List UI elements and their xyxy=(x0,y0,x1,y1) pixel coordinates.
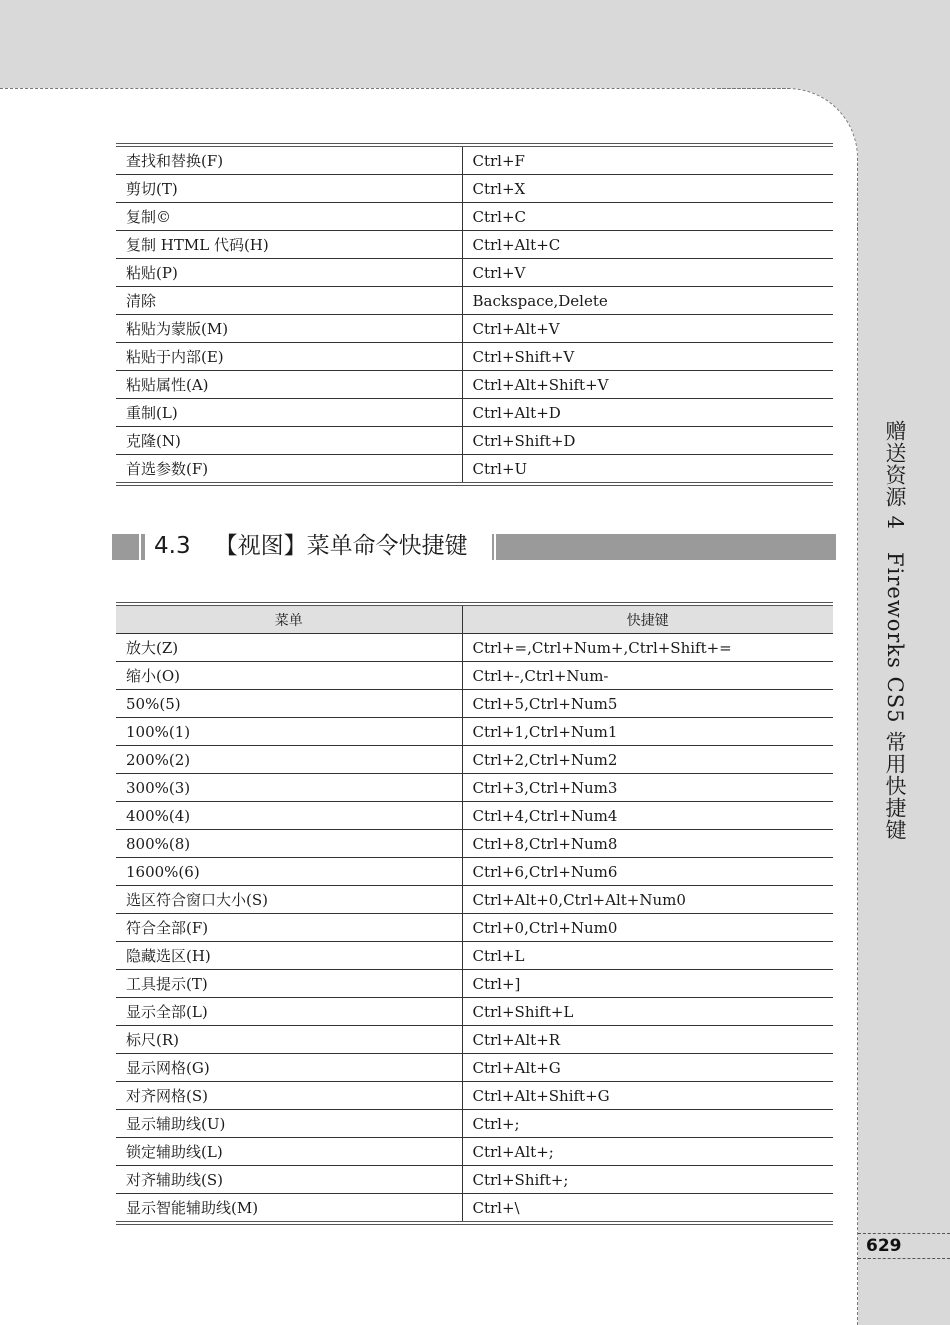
menu-command-cell: 显示网格(G) xyxy=(116,1054,462,1082)
shortcut-key-cell: Ctrl+Alt+Shift+G xyxy=(462,1082,833,1110)
table-row xyxy=(116,343,833,371)
table-row xyxy=(116,455,833,485)
menu-command-cell: 显示全部(L) xyxy=(116,998,462,1026)
menu-command-cell: 选区符合窗口大小(S) xyxy=(116,886,462,914)
side-running-title: 赠送资源 4 Fireworks CS5 常用快捷键 xyxy=(883,420,907,842)
shortcut-table-view-body xyxy=(116,634,833,1224)
table-row xyxy=(116,1166,833,1194)
table-row xyxy=(116,231,833,259)
shortcut-key-cell: Ctrl+X xyxy=(462,175,833,203)
shortcut-key-cell: Ctrl+] xyxy=(462,970,833,998)
column-header-menu: 菜单 xyxy=(116,604,462,634)
shortcut-key-cell: Ctrl+Alt+V xyxy=(462,315,833,343)
section-title: 【视图】菜单命令快捷键 xyxy=(214,533,468,559)
menu-command-cell: 重制(L) xyxy=(116,399,462,427)
table-row xyxy=(116,1138,833,1166)
menu-command-cell: 放大(Z) xyxy=(116,634,462,662)
heading-decor-bar xyxy=(496,534,836,560)
menu-command-cell: 查找和替换(F) xyxy=(116,145,462,175)
page-number-box xyxy=(858,1233,950,1259)
shortcut-key-cell: Ctrl+V xyxy=(462,259,833,287)
shortcut-key-cell: Backspace,Delete xyxy=(462,287,833,315)
heading-decor-block xyxy=(112,534,139,560)
shortcut-key-cell: Ctrl+Alt+; xyxy=(462,1138,833,1166)
menu-command-cell: 1600%(6) xyxy=(116,858,462,886)
table-row xyxy=(116,1082,833,1110)
menu-command-cell: 400%(4) xyxy=(116,802,462,830)
menu-command-cell: 100%(1) xyxy=(116,718,462,746)
shortcut-key-cell: Ctrl+Alt+C xyxy=(462,231,833,259)
menu-command-cell: 克隆(N) xyxy=(116,427,462,455)
shortcut-key-cell: Ctrl+Shift+; xyxy=(462,1166,833,1194)
menu-command-cell: 对齐网格(S) xyxy=(116,1082,462,1110)
table-row xyxy=(116,1110,833,1138)
shortcut-key-cell: Ctrl+Shift+V xyxy=(462,343,833,371)
shortcut-key-cell: Ctrl+Alt+D xyxy=(462,399,833,427)
heading-text xyxy=(154,531,468,561)
table-row xyxy=(116,662,833,690)
shortcut-key-cell: Ctrl+Alt+Shift+V xyxy=(462,371,833,399)
table-row xyxy=(116,746,833,774)
table-row xyxy=(116,970,833,998)
menu-command-cell: 隐藏选区(H) xyxy=(116,942,462,970)
shortcut-key-cell: Ctrl+Alt+G xyxy=(462,1054,833,1082)
shortcut-key-cell: Ctrl+1,Ctrl+Num1 xyxy=(462,718,833,746)
page-border-top xyxy=(0,88,790,89)
menu-command-cell: 锁定辅助线(L) xyxy=(116,1138,462,1166)
heading-decor-bar-thin xyxy=(492,534,494,560)
menu-command-cell: 复制 HTML 代码(H) xyxy=(116,231,462,259)
table-row xyxy=(116,371,833,399)
table-row xyxy=(116,858,833,886)
table-row xyxy=(116,315,833,343)
menu-command-cell: 粘贴(P) xyxy=(116,259,462,287)
table-row xyxy=(116,287,833,315)
table-row xyxy=(116,203,833,231)
page-number: 629 xyxy=(866,1236,902,1256)
shortcut-key-cell: Ctrl+\ xyxy=(462,1194,833,1224)
shortcut-key-cell: Ctrl+U xyxy=(462,455,833,485)
table-row xyxy=(116,914,833,942)
menu-command-cell: 清除 xyxy=(116,287,462,315)
section-heading xyxy=(112,531,836,561)
shortcut-key-cell: Ctrl+Alt+R xyxy=(462,1026,833,1054)
table-row xyxy=(116,1054,833,1082)
heading-decor-stripe xyxy=(141,534,145,560)
menu-command-cell: 缩小(O) xyxy=(116,662,462,690)
shortcut-key-cell: Ctrl+Alt+0,Ctrl+Alt+Num0 xyxy=(462,886,833,914)
menu-command-cell: 显示辅助线(U) xyxy=(116,1110,462,1138)
table-row xyxy=(116,145,833,175)
shortcut-table-edit xyxy=(116,143,833,486)
shortcut-key-cell: Ctrl+6,Ctrl+Num6 xyxy=(462,858,833,886)
table-row xyxy=(116,718,833,746)
shortcut-key-cell: Ctrl+3,Ctrl+Num3 xyxy=(462,774,833,802)
table-row xyxy=(116,998,833,1026)
menu-command-cell: 300%(3) xyxy=(116,774,462,802)
menu-command-cell: 显示智能辅助线(M) xyxy=(116,1194,462,1224)
menu-command-cell: 对齐辅助线(S) xyxy=(116,1166,462,1194)
menu-command-cell: 剪切(T) xyxy=(116,175,462,203)
shortcut-table-view xyxy=(116,602,833,1225)
table-header-row xyxy=(116,604,833,634)
table-row xyxy=(116,1194,833,1224)
table-row xyxy=(116,690,833,718)
shortcut-key-cell: Ctrl+2,Ctrl+Num2 xyxy=(462,746,833,774)
menu-command-cell: 200%(2) xyxy=(116,746,462,774)
table-row xyxy=(116,259,833,287)
table-row xyxy=(116,175,833,203)
menu-command-cell: 工具提示(T) xyxy=(116,970,462,998)
table-row xyxy=(116,830,833,858)
menu-command-cell: 符合全部(F) xyxy=(116,914,462,942)
table-row xyxy=(116,886,833,914)
table-row xyxy=(116,1026,833,1054)
page-border-right xyxy=(857,158,858,1325)
shortcut-key-cell: Ctrl+F xyxy=(462,145,833,175)
menu-command-cell: 标尺(R) xyxy=(116,1026,462,1054)
table-row xyxy=(116,942,833,970)
column-header-shortcut: 快捷键 xyxy=(462,604,833,634)
shortcut-key-cell: Ctrl+Shift+L xyxy=(462,998,833,1026)
shortcut-key-cell: Ctrl+5,Ctrl+Num5 xyxy=(462,690,833,718)
shortcut-key-cell: Ctrl+; xyxy=(462,1110,833,1138)
shortcut-key-cell: Ctrl+-,Ctrl+Num- xyxy=(462,662,833,690)
menu-command-cell: 50%(5) xyxy=(116,690,462,718)
menu-command-cell: 粘贴于内部(E) xyxy=(116,343,462,371)
menu-command-cell: 粘贴属性(A) xyxy=(116,371,462,399)
table-row xyxy=(116,427,833,455)
shortcut-key-cell: Ctrl+8,Ctrl+Num8 xyxy=(462,830,833,858)
menu-command-cell: 粘贴为蒙版(M) xyxy=(116,315,462,343)
table-row xyxy=(116,399,833,427)
table-row xyxy=(116,774,833,802)
menu-command-cell: 复制© xyxy=(116,203,462,231)
shortcut-key-cell: Ctrl+Shift+D xyxy=(462,427,833,455)
shortcut-key-cell: Ctrl+=,Ctrl+Num+,Ctrl+Shift+= xyxy=(462,634,833,662)
table-row xyxy=(116,634,833,662)
menu-command-cell: 800%(8) xyxy=(116,830,462,858)
shortcut-key-cell: Ctrl+4,Ctrl+Num4 xyxy=(462,802,833,830)
shortcut-key-cell: Ctrl+0,Ctrl+Num0 xyxy=(462,914,833,942)
shortcut-key-cell: Ctrl+C xyxy=(462,203,833,231)
section-number: 4.3 xyxy=(154,533,191,559)
menu-command-cell: 首选参数(F) xyxy=(116,455,462,485)
shortcut-key-cell: Ctrl+L xyxy=(462,942,833,970)
shortcut-table-edit-body xyxy=(116,145,833,484)
table-row xyxy=(116,802,833,830)
